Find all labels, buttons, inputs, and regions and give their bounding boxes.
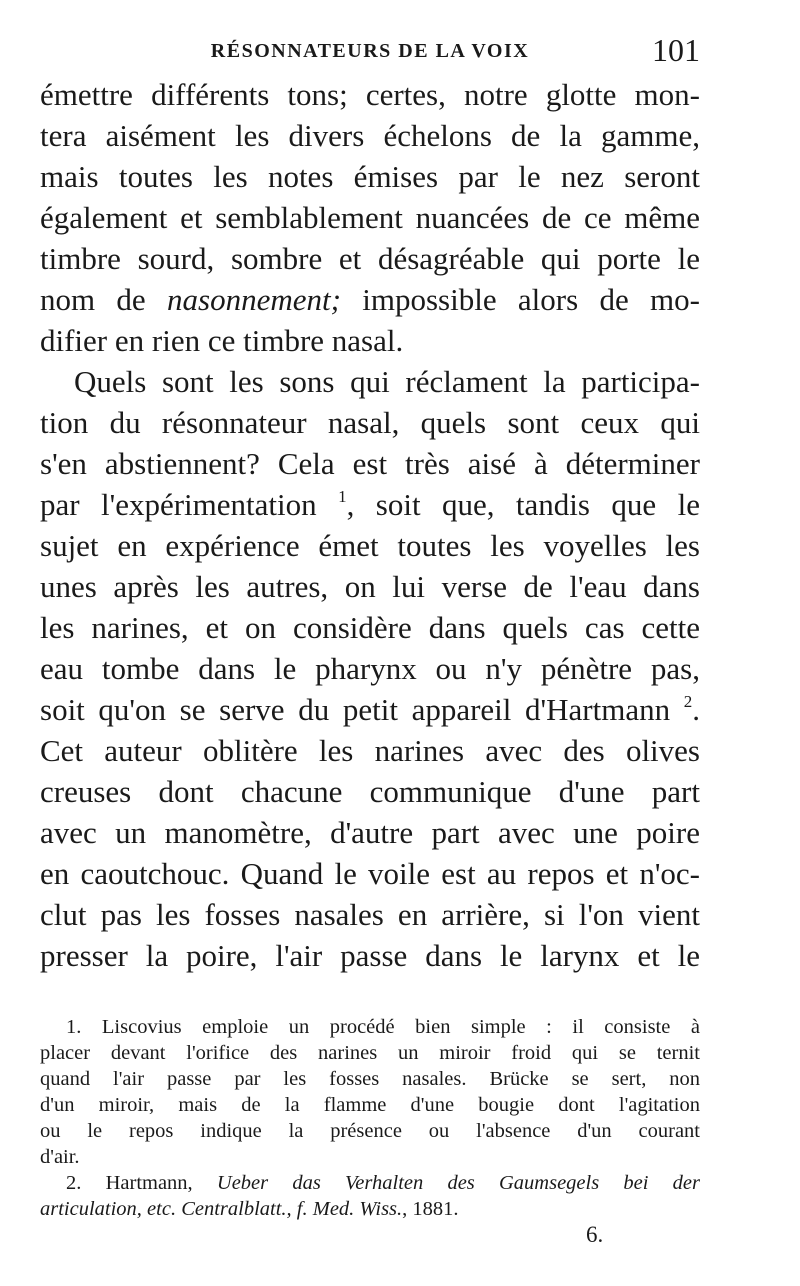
text-line: eau tombe dans le pharynx ou n'y pénètre pas, xyxy=(40,651,700,686)
footnote-1-line: quand l'air passe par les fosses nasales. Brücke se sert, non xyxy=(40,1068,700,1090)
text-line xyxy=(40,279,700,320)
text-line xyxy=(40,484,700,525)
page-number: 101 xyxy=(652,32,700,68)
footnote-1-line: placer devant l'orifice des narines un miroir froid qui se ternit xyxy=(40,1042,700,1064)
footnote-ref-1: 1 xyxy=(338,487,347,506)
text-line: également et semblablement nuancées de ce même xyxy=(40,200,700,235)
paragraph-start-line: Quels sont les sons qui réclament la participa- xyxy=(74,364,700,399)
body-text xyxy=(40,74,700,976)
text-line: sujet en expérience émet toutes les voyelles les xyxy=(40,528,700,563)
text-line: en caoutchouc. Quand le voile est au repos et n'oc- xyxy=(40,856,700,891)
footnote-2-title: articulation, etc. Centralblatt., f. Med. Wiss. xyxy=(40,1198,403,1220)
text-line: tera aisément les divers échelons de la gamme, xyxy=(40,118,700,153)
text-line: Cet auteur oblitère les narines avec des olives xyxy=(40,733,700,768)
paragraph-end-line: difier en rien ce timbre nasal. xyxy=(40,323,404,358)
text-segment: , soit que, tandis que le xyxy=(346,487,700,522)
footnote-2-number: 2. Hartmann, xyxy=(66,1172,217,1194)
text-segment: par l'expérimentation xyxy=(40,487,339,522)
text-line: clut pas les fosses nasales en arrière, si l'on vient xyxy=(40,897,700,932)
text-line xyxy=(40,689,700,730)
text-segment: soit qu'on se serve du petit appareil d'Hartmann xyxy=(40,692,684,727)
italic-term: nasonnement; xyxy=(167,282,341,317)
footnote-2-year: , 1881. xyxy=(402,1198,459,1220)
text-line: mais toutes les notes émises par le nez seront xyxy=(40,159,700,194)
footnote-2-title: Ueber das Verhalten des Gaumsegels bei der xyxy=(216,1172,700,1194)
signature-mark: 6. xyxy=(586,1222,604,1247)
text-line: les narines, et on considère dans quels cas cette xyxy=(40,610,700,645)
text-segment: nom de xyxy=(40,282,168,317)
footnote-2-line xyxy=(40,1196,700,1222)
footnote-ref-2: 2 xyxy=(683,692,693,711)
text-line: tion du résonnateur nasal, quels sont ceux qui xyxy=(40,405,700,440)
footnotes xyxy=(40,1014,700,1222)
footnote-1-line: ou le repos indique la présence ou l'absence d'un courant xyxy=(40,1120,700,1142)
running-title: RÉSONNATEURS DE LA VOIX xyxy=(210,40,530,62)
text-line: unes après les autres, on lui verse de l'eau dans xyxy=(40,569,700,604)
footnote-2-line xyxy=(40,1170,700,1196)
page-header xyxy=(40,28,700,76)
footnote-1-line: d'un miroir, mais de la flamme d'une bougie dont l'agitation xyxy=(40,1094,700,1116)
text-segment: impossible alors de mo- xyxy=(340,282,700,317)
text-line: creuses dont chacune communique d'une part xyxy=(40,774,700,809)
text-line: s'en abstiennent? Cela est très aisé à déterminer xyxy=(40,446,700,481)
text-line: presser la poire, l'air passe dans le larynx et le xyxy=(40,938,700,973)
text-line: émettre différents tons; certes, notre glotte mon- xyxy=(40,77,700,112)
text-segment: . xyxy=(692,692,700,727)
text-line: timbre sourd, sombre et désagréable qui porte le xyxy=(40,241,700,276)
footnote-1-line: 1. Liscovius emploie un procédé bien simple : il consiste à xyxy=(66,1016,700,1038)
footnote-1-line: d'air. xyxy=(40,1146,80,1168)
text-line: avec un manomètre, d'autre part avec une poire xyxy=(40,815,700,850)
